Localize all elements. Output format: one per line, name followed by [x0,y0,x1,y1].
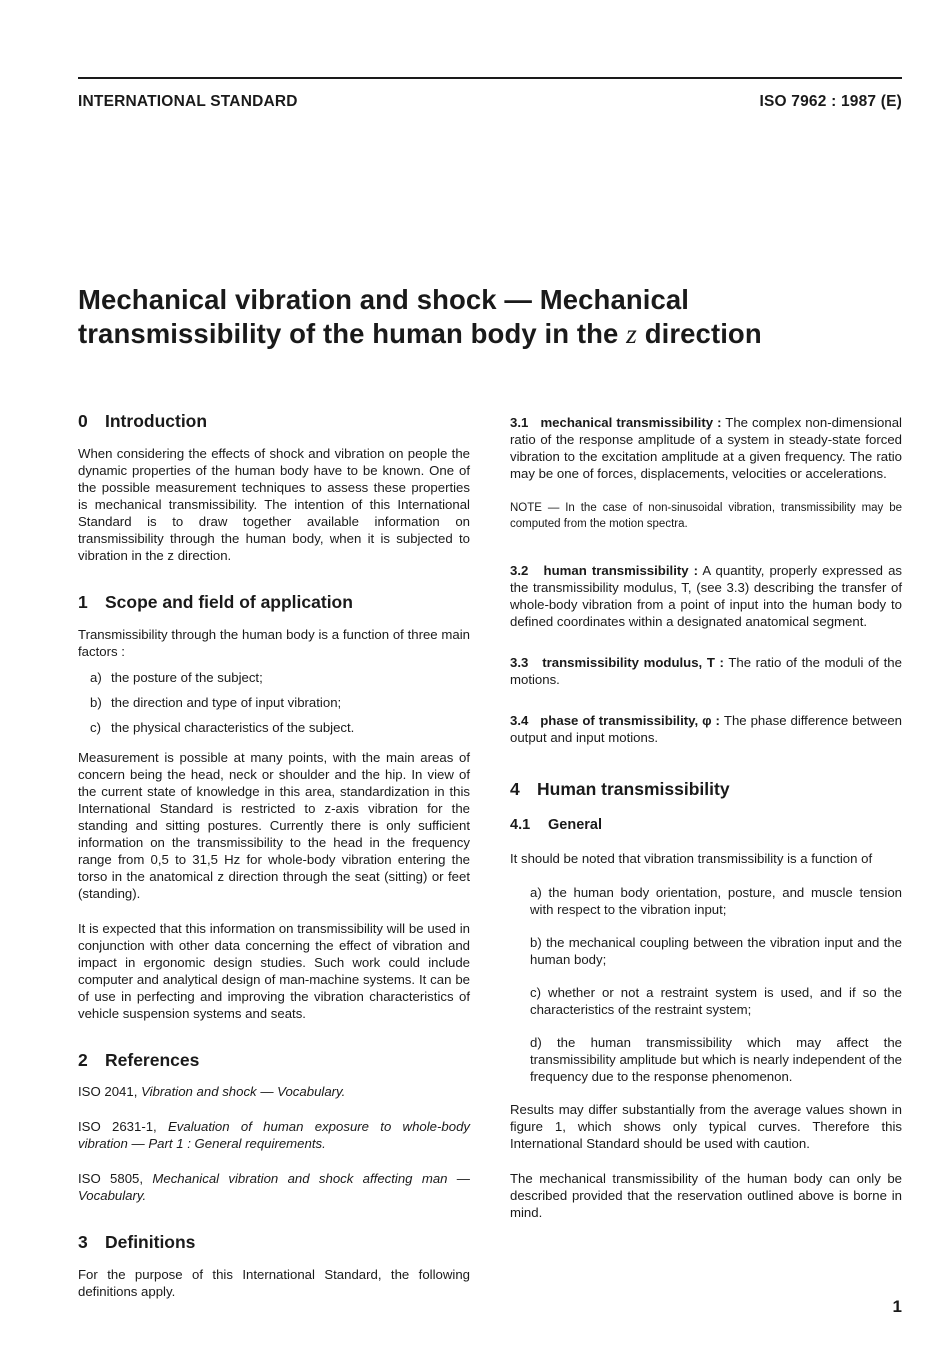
section-0-title: Introduction [105,411,208,431]
list-item-label: a) [90,670,102,685]
definition-number: 3.3 [510,655,529,670]
scope-paragraph-2: Measurement is possible at many points, with the main areas of concern being the head, neck or shoulder and the hip. In view of the current state of knowledge in this area, standardization in this International Standard is restricted to z-axis vibration for the standing and sitting postures. Currently there is only sufficient information on the transmissibility to the head in the frequency range from 0,5 to 31,5 Hz for whole-body vibration entering the torso in the anatomical z direction through the seat (sitting) or feet (standing). [78,750,470,901]
general-paragraph-3: The mechanical transmissibility of the human body can only be described provided that the reservation outlined above is borne in mind. [510,1171,902,1220]
list-item-label: c) [90,720,101,735]
section-1-heading [78,591,470,613]
definition-term: mechanical transmissibility : [540,415,722,430]
section-0-number: 0 [78,411,88,431]
page-number: 1 [892,1297,902,1316]
title-z-variable: z [626,318,637,349]
reference-title: Vibration and shock — Vocabulary. [141,1084,346,1099]
section-2-number: 2 [78,1050,88,1070]
definition-term: human transmissibility : [543,563,699,578]
reference-code: ISO 5805, [78,1171,144,1186]
definition-text: The complex non-dimensional ratio of the response amplitude of a system in steady-state forced vibration to the excitation amplitude at a given frequency. The ratio may be one of forces, displacements, velocities or accelerations. [510,415,902,481]
scope-paragraph-1: Transmissibility through the human body is a function of three main factors : [78,627,470,659]
header-doc-code: ISO 7962 : 1987 (E) [759,93,902,110]
section-4-1-number: 4.1 [510,817,531,833]
definition-number: 3.1 [510,415,529,430]
section-1-number: 1 [78,592,88,612]
section-3-number: 3 [78,1232,88,1252]
header-doc-type: INTERNATIONAL STANDARD [78,93,298,110]
header-rule [78,77,902,79]
section-3-heading [78,1231,470,1253]
section-1-title: Scope and field of application [105,592,353,612]
definition-3-3 [510,654,902,688]
definition-note: NOTE — In the case of non-sinusoidal vibration, transmissibility may be computed from the motion spectra. [510,502,902,530]
section-4-title: Human transmissibility [537,779,730,799]
document-title [78,283,918,351]
reference-title: Mechanical vibration and shock affecting man — Vocabulary. [78,1171,470,1203]
definition-number: 3.4 [510,713,529,728]
general-paragraph-1: It should be noted that vibration transmissibility is a function of [510,851,873,866]
list-item-text: the posture of the subject; [111,670,263,685]
right-column [510,414,902,1221]
reference-item [78,1170,470,1204]
scope-factor-list [78,669,470,736]
definition-number: 3.2 [510,563,529,578]
reference-title: Evaluation of human exposure to whole-body vibration — Part 1 : General requirements. [78,1119,471,1151]
list-item [90,669,470,686]
title-line-2-prefix: transmissibility of the human body in the [78,318,627,349]
scope-paragraph-3: It is expected that this information on transmissibility will be used in conjunction with other data concerning the effect of vibration and impact in ergonomic design studies. Such work could include computer and analytical design of man-machine systems. It can be of use in perfecting and improving the vibration characteristics of vehicle suspension systems and seats. [78,921,470,1021]
definition-text: The ratio of the moduli of the motions. [510,655,902,687]
transmissibility-factor-list [510,884,902,1085]
section-4-number: 4 [510,779,520,799]
definition-3-1 [510,414,902,482]
list-item: c) whether or not a restraint system is used, and if so the characteristics of the restraint system; [530,985,902,1017]
reference-code: ISO 2041, [78,1084,138,1099]
section-0-heading [78,410,470,432]
title-line-1: Mechanical vibration and shock — Mechanical [78,284,690,315]
section-4-heading [510,778,902,800]
definition-3-4 [510,712,902,746]
section-2-title: References [105,1050,200,1070]
list-item-text: the physical characteristics of the subject. [111,720,355,735]
section-4-1-title: General [548,817,602,833]
definition-term: phase of transmissibility, φ : [540,713,720,728]
reference-code: ISO 2631-1, [78,1119,157,1134]
definition-term: transmissibility modulus, T : [542,655,724,670]
title-line-2-suffix: direction [636,318,762,349]
intro-paragraph: When considering the effects of shock and vibration on people the dynamic properties of the human body have to be known. One of the possible measurement techniques to assess these properties is mechanical transmissibility. The intention of this International Standard is to draw together available information on transmissibility through the human body, when it is subjected to vibration in the z direction. [78,446,470,563]
reference-item [78,1118,470,1152]
list-item: a) the human body orientation, posture, and muscle tension with respect to the vibration input; [530,885,902,917]
section-4-1-heading [510,814,902,836]
definitions-intro: For the purpose of this International Standard, the following definitions apply. [78,1267,470,1299]
list-item: d) the human transmissibility which may affect the transmissibility amplitude but which is nearly independent of the frequency due to the response phenomenon. [530,1035,902,1084]
definition-text: A quantity, properly expressed as the transmissibility modulus, T, (see 3.3) describing the transfer of whole-body vibration from a point of input into the human body to defined coordinates within a designated anatomical segment. [510,563,903,629]
definition-text: The phase difference between output and input motions. [510,713,902,745]
list-item: b) the mechanical coupling between the vibration input and the human body; [530,935,902,967]
list-item [90,694,470,711]
list-item [90,719,470,736]
left-column [78,410,470,1300]
definition-3-2 [510,562,902,630]
general-paragraph-2: Results may differ substantially from the average values shown in figure 1, which shows only typical curves. Therefore this International Standard should be used with caution. [510,1102,902,1151]
reference-item [78,1083,470,1100]
section-3-title: Definitions [105,1232,196,1252]
section-2-heading [78,1049,470,1071]
list-item-text: the direction and type of input vibration; [111,695,342,710]
list-item-label: b) [90,695,102,710]
